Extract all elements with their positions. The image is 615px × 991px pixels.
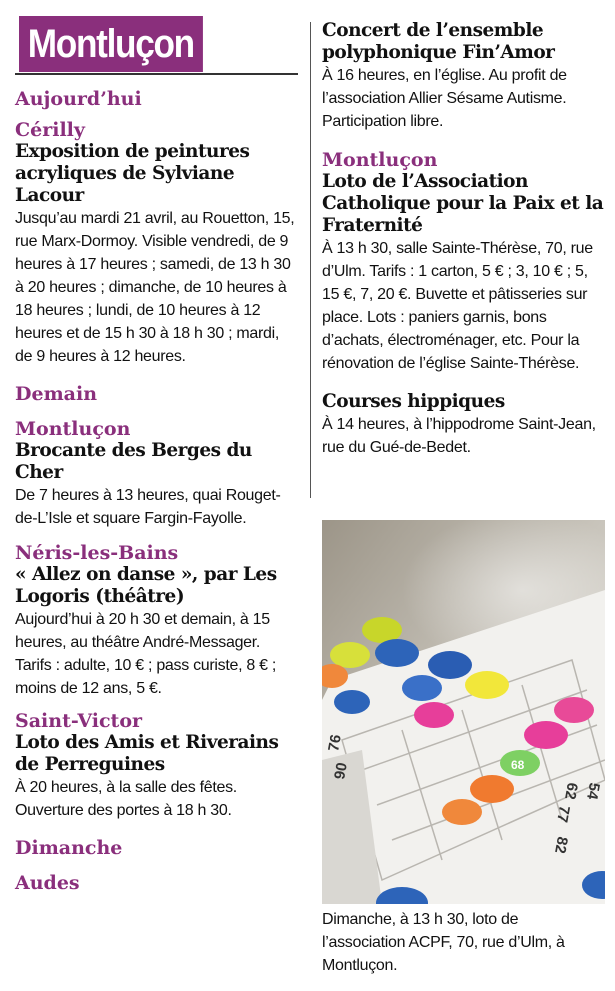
event-place: Cérilly (15, 119, 85, 141)
card-number: 90 (331, 761, 351, 781)
photo-caption: Dimanche, à 13 h 30, loto de l’association ACPF, 70, rue d’Ulm, à Montluçon. (322, 911, 565, 974)
event-title: Courses hippiques (322, 391, 505, 412)
event-title: « Allez on danse », par Les Logoris (théâtre) (15, 564, 277, 607)
event-neris (15, 542, 300, 700)
event-place: Saint-Victor (15, 710, 142, 732)
event-title: Concert de l’ensemble polyphonique Fin’Amor (322, 20, 555, 63)
loto-photo (322, 520, 605, 904)
event-body: À 16 heures, en l’église. Au profit de l’association Allier Sésame Autisme. Participation libre. (322, 67, 567, 130)
event-cerilly (15, 119, 300, 368)
day-heading-sunday: Dimanche (15, 837, 123, 859)
event-body: De 7 heures à 13 heures, quai Rouget-de-L’Isle et square Fargin-Fayolle. (15, 487, 281, 527)
event-place: Néris-les-Bains (15, 542, 179, 564)
event-place-audes: Audes (15, 872, 80, 894)
event-body: Jusqu’au mardi 21 avril, au Rouetton, 15, rue Marx-Dormoy. Visible vendredi, de 9 heures à 17 heures ; samedi, de 13 h 30 à 20 heures ; dimanche, de 10 heures à 18 heures ; lundi, de 10 heures à 12 heures et de 15 h 30 à 18 h 30 ; mardi, de 9 heures à 12 heures. (15, 210, 295, 365)
event-montlucon-loto (322, 149, 604, 375)
masthead-rule (15, 73, 298, 75)
event-body: À 20 heures, à la salle des fêtes. Ouverture des portes à 18 h 30. (15, 779, 237, 819)
event-body: À 13 h 30, salle Sainte-Thérèse, 70, rue d’Ulm. Tarifs : 1 carton, 5 € ; 3, 10 € ; 5, 15 €, 7, 20 €. Buvette et pâtisseries sur place. Lots : paniers garnis, bons d’achats, électroménager, etc. Pour la rénovation de l’église Sainte-Thérèse. (322, 240, 593, 372)
event-body: À 14 heures, à l’hippodrome Saint-Jean, rue du Gué-de-Bedet. (322, 416, 596, 456)
right-column (322, 20, 604, 459)
day-heading-today: Aujourd’hui (15, 88, 142, 110)
event-title: Loto de l’Association Catholique pour la Paix et la Fraternité (322, 171, 604, 236)
left-column (15, 16, 300, 894)
event-concert (322, 20, 604, 133)
event-place: Montluçon (15, 418, 131, 440)
card-number: 54 (583, 781, 603, 801)
event-montlucon-brocante (15, 418, 300, 530)
card-number: 77 (553, 804, 573, 824)
card-number: 76 (325, 733, 345, 753)
day-heading-tomorrow: Demain (15, 383, 98, 405)
masthead-title: Montluçon (19, 16, 203, 72)
card-number: 82 (551, 835, 571, 855)
card-number: 62 (561, 781, 581, 801)
column-divider (310, 22, 311, 498)
event-body: Aujourd’hui à 20 h 30 et demain, à 15 heures, au théâtre André-Messager. Tarifs : adulte, 10 € ; pass curiste, 8 € ; moins de 12 ans, 5 €. (15, 611, 277, 697)
ball-number: 68 (511, 758, 525, 772)
event-courses (322, 391, 604, 459)
event-place: Montluçon (322, 149, 438, 171)
event-title: Loto des Amis et Riverains de Perreguines (15, 732, 279, 775)
event-saint-victor (15, 710, 300, 822)
event-title: Brocante des Berges du Cher (15, 440, 252, 483)
event-title: Exposition de peintures acryliques de Sylviane Lacour (15, 141, 250, 206)
